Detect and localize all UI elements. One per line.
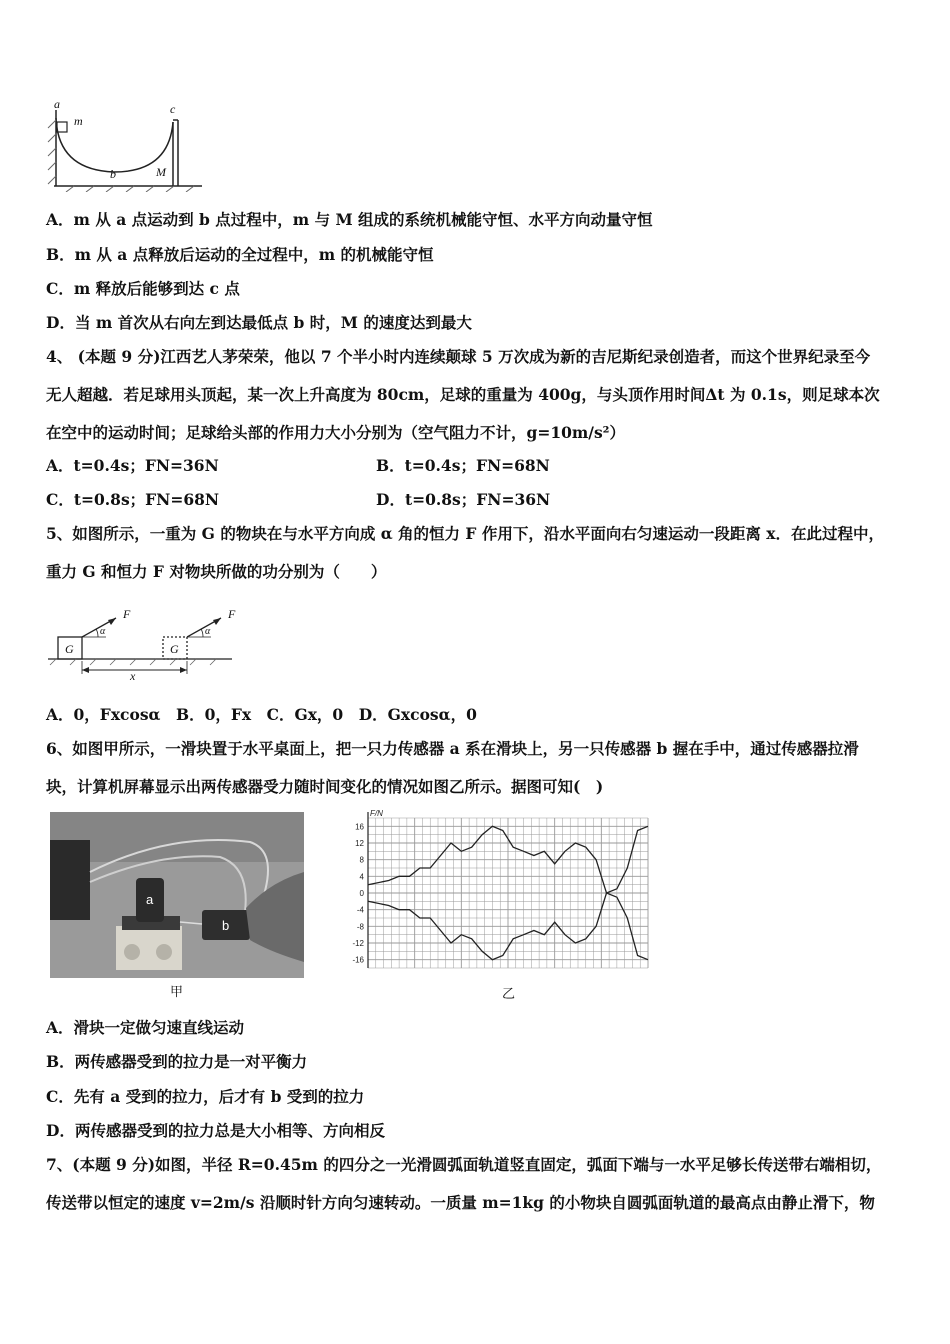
photo-label-b: b <box>222 918 230 933</box>
q4-option-c: C．t=0.8s；FN=68N <box>46 490 220 509</box>
figure-bowl <box>44 100 206 192</box>
y-tick-label: 12 <box>355 839 364 848</box>
label-alpha-1: α <box>100 626 106 637</box>
q6-option-b: B．两传感器受到的拉力是一对平衡力 <box>46 1052 308 1071</box>
q4-text-line3: 在空中的运动时间；足球给头部的作用力大小分别为（空气阻力不计，g=10m/s²） <box>46 423 625 442</box>
q4-text-line1: 4、 (本题 9 分)江西艺人茅荣荣，他以 7 个半小时内连续颠球 5 万次成为新的吉尼斯纪录创造者，而这个世界纪录至今 <box>46 347 871 366</box>
label-b: b <box>110 167 116 181</box>
q5-text-line2: 重力 G 和恒力 F 对物块所做的功分别为（ ） <box>46 562 387 581</box>
q6-option-a: A．滑块一定做匀速直线运动 <box>46 1018 245 1037</box>
q4-option-d: D．t=0.8s；FN=36N <box>376 490 551 509</box>
q6-option-d: D．两传感器受到的拉力总是大小相等、方向相反 <box>46 1121 385 1140</box>
force-time-chart <box>336 806 654 980</box>
label-G-1: G <box>65 642 74 656</box>
q3-option-d: D．当 m 首次从右向左到达最低点 b 时，M 的速度达到最大 <box>46 313 472 332</box>
caption-left: 甲 <box>170 985 184 1000</box>
label-alpha-2: α <box>205 626 211 637</box>
y-tick-label: -8 <box>356 922 364 932</box>
caption-right: 乙 <box>502 987 516 1002</box>
label-F-1: F <box>123 607 131 621</box>
label-M: M <box>156 165 166 179</box>
q7-text-line1: 7、(本题 9 分)如图，半径 R=0.45m 的四分之一光滑圆弧面轨道竖直固定，弧面下端与一水平足够长传送带右端相切， <box>46 1155 882 1174</box>
q3-option-c: C．m 释放后能够到达 c 点 <box>46 279 240 298</box>
label-m: m <box>74 114 83 128</box>
y-tick-label: 0 <box>359 889 364 898</box>
q4-option-a: A．t=0.4s；FN=36N <box>46 456 219 475</box>
photo-sensors <box>50 812 304 978</box>
label-c: c <box>170 102 176 116</box>
y-tick-label: 16 <box>355 822 364 832</box>
q6-option-c: C．先有 a 受到的拉力，后才有 b 受到的拉力 <box>46 1087 365 1106</box>
q6-text-line1: 6、如图甲所示，一滑块置于水平桌面上，把一只力传感器 a 系在滑块上，另一只传感器 b 握在手中，通过传感器拉滑 <box>46 739 859 758</box>
y-tick-label: 4 <box>359 872 364 882</box>
q3-option-b: B．m 从 a 点释放后运动的全过程中，m 的机械能守恒 <box>46 245 434 264</box>
label-x: x <box>130 669 136 683</box>
photo-label-a: a <box>146 892 154 907</box>
label-G-2: G <box>170 642 179 656</box>
y-tick-label: -16 <box>352 955 364 965</box>
label-a: a <box>54 100 60 111</box>
y-axis-label: F/N <box>370 809 383 818</box>
figure-block-force <box>46 604 236 684</box>
q7-text-line2: 传送带以恒定的速度 v=2m/s 沿顺时针方向匀速转动。一质量 m=1kg 的小物块自圆弧面轨道的最高点由静止滑下，物 <box>46 1193 875 1212</box>
label-F-2: F <box>228 607 236 621</box>
q5-text-line1: 5、如图所示，一重为 G 的物块在与水平方向成 α 角的恒力 F 作用下，沿水平面向右匀速运动一段距离 x．在此过程中， <box>46 524 884 543</box>
q6-text-line2: 块，计算机屏幕显示出两传感器受力随时间变化的情况如图乙所示。据图可知( ) <box>46 777 604 796</box>
y-tick-label: -4 <box>356 905 364 915</box>
y-tick-label: 8 <box>359 855 364 865</box>
q5-options: A．0，Fxcosα B．0，Fx C．Gx，0 D．Gxcosα，0 <box>46 705 477 724</box>
q4-option-b: B．t=0.4s；FN=68N <box>376 456 550 475</box>
q3-option-a: A．m 从 a 点运动到 b 点过程中，m 与 M 组成的系统机械能守恒、水平方向动量守恒 <box>46 210 653 229</box>
q4-text-line2: 无人超越．若足球用头顶起，某一次上升高度为 80cm，足球的重量为 400g，与头顶作用时间Δt 为 0.1s，则足球本次 <box>46 385 880 404</box>
y-tick-label: -12 <box>352 939 364 948</box>
